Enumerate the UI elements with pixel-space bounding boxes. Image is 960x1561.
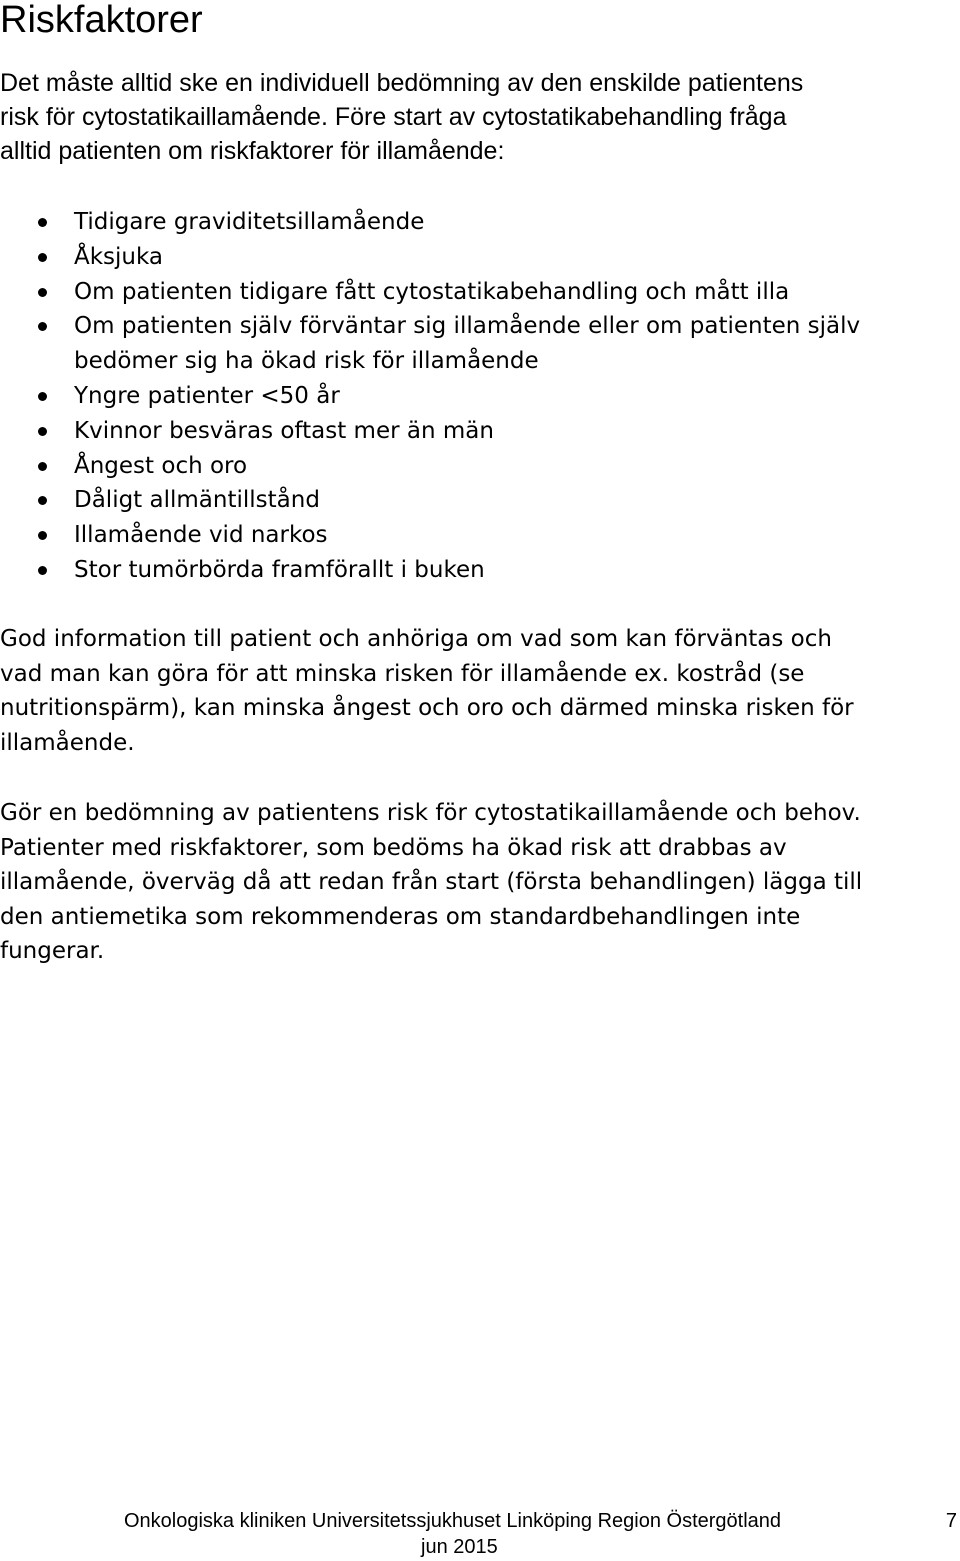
- risk-factor-item: [0, 205, 860, 240]
- footer-date: jun 2015: [421, 1536, 498, 1558]
- risk-factor-text: Dåligt allmäntillstånd: [74, 487, 320, 514]
- bullet-icon: [38, 462, 47, 471]
- page-number: 7: [945, 1510, 957, 1532]
- bullet-icon: [38, 531, 47, 540]
- bullet-icon: [38, 392, 47, 401]
- paragraph-line: vad man kan göra för att minska risken för illamående ex. kostråd (se: [0, 660, 805, 687]
- risk-factor-item: [0, 240, 860, 275]
- risk-factor-list: [0, 205, 860, 588]
- risk-factor-text: Om patienten själv förväntar sig illamående eller om patienten själv: [74, 313, 861, 340]
- paragraph-line: nutritionspärm), kan minska ångest och oro och därmed minska risken för: [0, 695, 854, 722]
- risk-factor-item: [0, 483, 860, 518]
- risk-factor-item: [0, 414, 860, 449]
- footer-clinic: Onkologiska kliniken Universitetssjukhuset Linköping Region Östergötland: [124, 1510, 782, 1532]
- risk-factor-text: Om patienten tidigare fått cytostatikabehandling och mått illa: [74, 278, 790, 305]
- bullet-icon: [38, 288, 47, 297]
- bullet-icon: [38, 427, 47, 436]
- assessment-paragraph: [0, 796, 862, 969]
- page-title: Riskfaktorer: [0, 0, 203, 41]
- risk-factor-text: Ångest och oro: [74, 452, 248, 479]
- information-paragraph: [0, 622, 854, 760]
- paragraph-line: Patienter med riskfaktorer, som bedöms ha ökad risk att drabbas av: [0, 834, 787, 861]
- risk-factor-text: Illamående vid narkos: [74, 522, 328, 549]
- bullet-icon: [38, 253, 47, 262]
- paragraph-line: God information till patient och anhöriga om vad som kan förväntas och: [0, 626, 832, 652]
- risk-factor-item: [0, 553, 860, 588]
- bullet-icon: [38, 218, 47, 227]
- paragraph-line: illamående.: [0, 729, 135, 756]
- paragraph-line: fungerar.: [0, 938, 105, 965]
- risk-factor-item: [0, 518, 860, 553]
- risk-factor-item: [0, 379, 860, 414]
- risk-factor-text: Kvinnor besväras oftast mer än män: [74, 417, 494, 444]
- intro-line: alltid patienten om riskfaktorer för illamående:: [0, 137, 505, 165]
- risk-factor-text: Tidigare graviditetsillamående: [74, 209, 425, 235]
- intro-line: Det måste alltid ske en individuell bedömning av den enskilde patientens: [0, 69, 804, 97]
- risk-factor-text: Stor tumörbörda framförallt i buken: [74, 556, 485, 583]
- risk-factor-item: [0, 449, 860, 484]
- paragraph-line: illamående, överväg då att redan från start (första behandlingen) lägga till: [0, 869, 863, 896]
- bullet-icon: [38, 322, 47, 331]
- risk-factor-text: Åksjuka: [74, 243, 164, 270]
- bullet-icon: [38, 566, 47, 575]
- paragraph-line: den antiemetika som rekommenderas om standardbehandlingen inte: [0, 903, 801, 930]
- intro-paragraph: [0, 66, 940, 168]
- bullet-icon: [38, 496, 47, 505]
- risk-factor-item: [0, 309, 860, 379]
- risk-factor-text-continuation: bedömer sig ha ökad risk för illamående: [74, 348, 539, 375]
- risk-factor-text: Yngre patienter <50 år: [74, 382, 340, 409]
- risk-factor-item: [0, 275, 860, 310]
- intro-line: risk för cytostatikaillamående. Före start av cytostatikabehandling fråga: [0, 103, 787, 131]
- paragraph-line: Gör en bedömning av patientens risk för cytostatikaillamående och behov.: [0, 800, 861, 826]
